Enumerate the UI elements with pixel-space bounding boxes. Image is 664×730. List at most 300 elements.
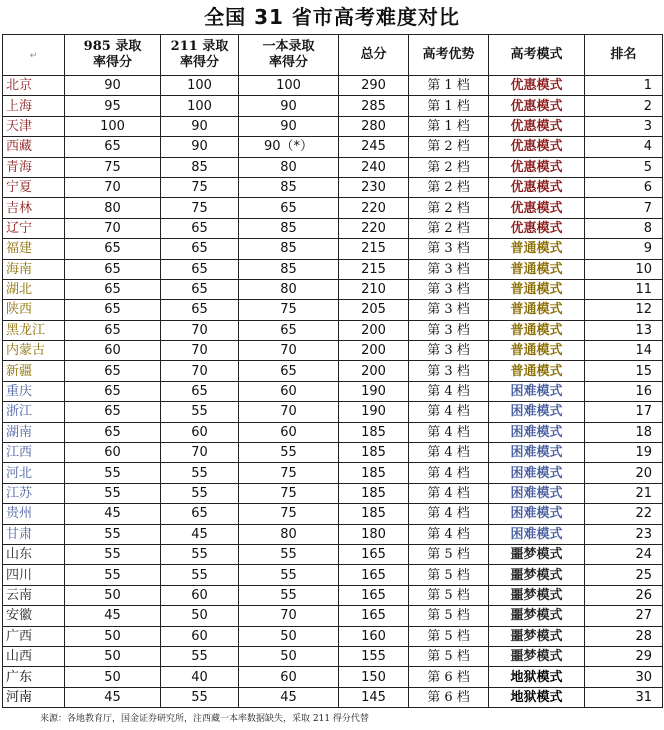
total-cell: 185 [339, 504, 409, 524]
mode-cell: 困难模式 [489, 422, 585, 442]
rank-cell: 12 [585, 300, 663, 320]
score-211-cell: 90 [161, 116, 239, 136]
rank-cell: 3 [585, 116, 663, 136]
mode-cell: 优惠模式 [489, 198, 585, 218]
score-985-cell: 65 [65, 422, 161, 442]
province-cell: 吉林 [3, 198, 65, 218]
advantage-cell: 第 2 档 [409, 198, 489, 218]
province-cell: 陕西 [3, 300, 65, 320]
score-211-cell: 100 [161, 96, 239, 116]
province-cell: 青海 [3, 157, 65, 177]
advantage-cell: 第 1 档 [409, 76, 489, 96]
score-985-cell: 55 [65, 544, 161, 564]
total-cell: 240 [339, 157, 409, 177]
mode-cell: 噩梦模式 [489, 626, 585, 646]
table-row [3, 341, 663, 361]
table-row [3, 483, 663, 503]
rank-cell: 11 [585, 279, 663, 299]
table-row [3, 524, 663, 544]
table-row [3, 381, 663, 401]
score-985-cell: 50 [65, 626, 161, 646]
advantage-cell: 第 4 档 [409, 402, 489, 422]
province-cell: 湖北 [3, 279, 65, 299]
header-text-line: 211 录取 [170, 39, 229, 54]
table-row [3, 279, 663, 299]
province-cell: 山东 [3, 544, 65, 564]
header-text-line: 总分 [360, 47, 387, 62]
score-tier1-cell: 90 [239, 96, 339, 116]
province-cell: 北京 [3, 76, 65, 96]
mode-cell: 噩梦模式 [489, 544, 585, 564]
rank-cell: 18 [585, 422, 663, 442]
score-tier1-cell: 60 [239, 381, 339, 401]
rank-cell: 26 [585, 585, 663, 605]
page-title: 全国 31 省市高考难度对比 [204, 5, 460, 29]
province-cell: 安徽 [3, 606, 65, 626]
total-cell: 210 [339, 279, 409, 299]
table-row [3, 137, 663, 157]
header-advantage [409, 35, 489, 76]
score-211-cell: 60 [161, 422, 239, 442]
header-211-score [161, 35, 239, 76]
mode-cell: 优惠模式 [489, 76, 585, 96]
table-row [3, 463, 663, 483]
header-tier1-score [239, 35, 339, 76]
score-985-cell: 65 [65, 402, 161, 422]
advantage-cell: 第 6 档 [409, 667, 489, 687]
total-cell: 190 [339, 381, 409, 401]
score-985-cell: 65 [65, 239, 161, 259]
mode-cell: 噩梦模式 [489, 565, 585, 585]
total-cell: 215 [339, 259, 409, 279]
advantage-cell: 第 5 档 [409, 626, 489, 646]
score-tier1-cell: 55 [239, 443, 339, 463]
score-985-cell: 50 [65, 667, 161, 687]
province-cell: 湖南 [3, 422, 65, 442]
score-tier1-cell: 85 [239, 218, 339, 238]
table-header-row [3, 35, 663, 76]
total-cell: 220 [339, 198, 409, 218]
province-cell: 海南 [3, 259, 65, 279]
score-211-cell: 100 [161, 76, 239, 96]
table-row [3, 585, 663, 605]
advantage-cell: 第 5 档 [409, 585, 489, 605]
rank-cell: 29 [585, 646, 663, 666]
advantage-cell: 第 5 档 [409, 606, 489, 626]
score-tier1-cell: 85 [239, 239, 339, 259]
province-cell: 江苏 [3, 483, 65, 503]
rank-cell: 24 [585, 544, 663, 564]
total-cell: 230 [339, 177, 409, 197]
table-row [3, 402, 663, 422]
table-row [3, 544, 663, 564]
score-211-cell: 65 [161, 239, 239, 259]
mode-cell: 噩梦模式 [489, 585, 585, 605]
rank-cell: 19 [585, 443, 663, 463]
advantage-cell: 第 4 档 [409, 422, 489, 442]
score-211-cell: 65 [161, 300, 239, 320]
score-tier1-cell: 80 [239, 524, 339, 544]
score-211-cell: 65 [161, 381, 239, 401]
score-tier1-cell: 80 [239, 279, 339, 299]
table-row [3, 565, 663, 585]
mode-cell: 地狱模式 [489, 667, 585, 687]
score-tier1-cell: 60 [239, 422, 339, 442]
table-row [3, 198, 663, 218]
score-tier1-cell: 75 [239, 504, 339, 524]
total-cell: 215 [339, 239, 409, 259]
score-tier1-cell: 60 [239, 667, 339, 687]
score-985-cell: 95 [65, 96, 161, 116]
table-row [3, 177, 663, 197]
total-cell: 165 [339, 544, 409, 564]
table-row [3, 76, 663, 96]
table-row [3, 422, 663, 442]
score-985-cell: 65 [65, 137, 161, 157]
mode-cell: 困难模式 [489, 504, 585, 524]
score-tier1-cell: 70 [239, 402, 339, 422]
ranking-table [2, 34, 663, 708]
score-985-cell: 55 [65, 565, 161, 585]
total-cell: 185 [339, 422, 409, 442]
province-cell: 黑龙江 [3, 320, 65, 340]
header-rank [585, 35, 663, 76]
score-985-cell: 45 [65, 687, 161, 707]
score-985-cell: 60 [65, 443, 161, 463]
score-tier1-cell: 45 [239, 687, 339, 707]
score-tier1-cell: 80 [239, 157, 339, 177]
score-tier1-cell: 65 [239, 361, 339, 381]
rank-cell: 31 [585, 687, 663, 707]
province-cell: 四川 [3, 565, 65, 585]
advantage-cell: 第 2 档 [409, 218, 489, 238]
mode-cell: 优惠模式 [489, 116, 585, 136]
rank-cell: 15 [585, 361, 663, 381]
score-211-cell: 50 [161, 606, 239, 626]
rank-cell: 23 [585, 524, 663, 544]
province-cell: 上海 [3, 96, 65, 116]
score-985-cell: 45 [65, 504, 161, 524]
rank-cell: 2 [585, 96, 663, 116]
province-cell: 福建 [3, 239, 65, 259]
mode-cell: 困难模式 [489, 402, 585, 422]
total-cell: 165 [339, 606, 409, 626]
advantage-cell: 第 4 档 [409, 443, 489, 463]
score-985-cell: 65 [65, 279, 161, 299]
header-text-line: 高考模式 [510, 47, 563, 62]
province-cell: 甘肃 [3, 524, 65, 544]
mode-cell: 优惠模式 [489, 137, 585, 157]
advantage-cell: 第 2 档 [409, 137, 489, 157]
score-tier1-cell: 75 [239, 300, 339, 320]
rank-cell: 17 [585, 402, 663, 422]
total-cell: 200 [339, 361, 409, 381]
province-cell: 宁夏 [3, 177, 65, 197]
table-row [3, 259, 663, 279]
advantage-cell: 第 1 档 [409, 96, 489, 116]
rank-cell: 16 [585, 381, 663, 401]
score-tier1-cell: 85 [239, 177, 339, 197]
table-row [3, 646, 663, 666]
score-211-cell: 55 [161, 565, 239, 585]
score-985-cell: 45 [65, 606, 161, 626]
province-cell: 云南 [3, 585, 65, 605]
score-985-cell: 80 [65, 198, 161, 218]
score-tier1-cell: 90 [239, 116, 339, 136]
rank-cell: 30 [585, 667, 663, 687]
rank-cell: 25 [585, 565, 663, 585]
table-row [3, 218, 663, 238]
rank-cell: 1 [585, 76, 663, 96]
table-row [3, 626, 663, 646]
score-tier1-cell: 55 [239, 544, 339, 564]
score-tier1-cell: 65 [239, 198, 339, 218]
header-text-line: 率得分 [92, 55, 132, 70]
score-211-cell: 70 [161, 443, 239, 463]
score-tier1-cell: 55 [239, 585, 339, 605]
score-211-cell: 55 [161, 402, 239, 422]
total-cell: 155 [339, 646, 409, 666]
total-cell: 280 [339, 116, 409, 136]
total-cell: 205 [339, 300, 409, 320]
score-985-cell: 55 [65, 524, 161, 544]
province-cell: 广东 [3, 667, 65, 687]
mode-cell: 困难模式 [489, 524, 585, 544]
score-985-cell: 50 [65, 585, 161, 605]
header-text-line: 排名 [610, 47, 637, 62]
table-row [3, 300, 663, 320]
table-row [3, 361, 663, 381]
score-985-cell: 100 [65, 116, 161, 136]
table-row [3, 239, 663, 259]
total-cell: 165 [339, 565, 409, 585]
score-985-cell: 75 [65, 157, 161, 177]
header-text-line: 一本录取 [262, 39, 315, 54]
advantage-cell: 第 4 档 [409, 504, 489, 524]
header-text-line: 率得分 [179, 55, 219, 70]
table-row [3, 504, 663, 524]
total-cell: 200 [339, 320, 409, 340]
score-tier1-cell: 100 [239, 76, 339, 96]
mode-cell: 困难模式 [489, 443, 585, 463]
score-985-cell: 65 [65, 259, 161, 279]
score-985-cell: 65 [65, 300, 161, 320]
rank-cell: 5 [585, 157, 663, 177]
advantage-cell: 第 3 档 [409, 320, 489, 340]
score-tier1-cell: 75 [239, 483, 339, 503]
score-211-cell: 55 [161, 687, 239, 707]
advantage-cell: 第 3 档 [409, 361, 489, 381]
rank-cell: 27 [585, 606, 663, 626]
score-211-cell: 75 [161, 177, 239, 197]
province-cell: 河南 [3, 687, 65, 707]
rank-cell: 14 [585, 341, 663, 361]
table-row [3, 606, 663, 626]
table-row [3, 157, 663, 177]
score-211-cell: 55 [161, 544, 239, 564]
score-985-cell: 50 [65, 646, 161, 666]
advantage-cell: 第 1 档 [409, 116, 489, 136]
header-total [339, 35, 409, 76]
mode-cell: 普通模式 [489, 300, 585, 320]
total-cell: 185 [339, 483, 409, 503]
score-211-cell: 55 [161, 463, 239, 483]
score-211-cell: 75 [161, 198, 239, 218]
province-cell: 河北 [3, 463, 65, 483]
total-cell: 220 [339, 218, 409, 238]
table-row [3, 116, 663, 136]
header-province: ↵ [3, 35, 65, 76]
total-cell: 185 [339, 443, 409, 463]
total-cell: 200 [339, 341, 409, 361]
advantage-cell: 第 4 档 [409, 483, 489, 503]
score-985-cell: 90 [65, 76, 161, 96]
province-cell: 贵州 [3, 504, 65, 524]
score-211-cell: 65 [161, 218, 239, 238]
total-cell: 290 [339, 76, 409, 96]
province-cell: 广西 [3, 626, 65, 646]
total-cell: 165 [339, 585, 409, 605]
rank-cell: 7 [585, 198, 663, 218]
score-211-cell: 45 [161, 524, 239, 544]
score-985-cell: 65 [65, 320, 161, 340]
table-body [3, 76, 663, 708]
advantage-cell: 第 4 档 [409, 381, 489, 401]
rank-cell: 10 [585, 259, 663, 279]
mode-cell: 普通模式 [489, 341, 585, 361]
mode-cell: 优惠模式 [489, 218, 585, 238]
mode-cell: 普通模式 [489, 320, 585, 340]
rank-cell: 8 [585, 218, 663, 238]
advantage-cell: 第 6 档 [409, 687, 489, 707]
mode-cell: 噩梦模式 [489, 606, 585, 626]
advantage-cell: 第 3 档 [409, 300, 489, 320]
advantage-cell: 第 4 档 [409, 463, 489, 483]
score-211-cell: 70 [161, 320, 239, 340]
total-cell: 285 [339, 96, 409, 116]
advantage-cell: 第 3 档 [409, 279, 489, 299]
advantage-cell: 第 2 档 [409, 177, 489, 197]
score-tier1-cell: 50 [239, 626, 339, 646]
header-text-line: 985 录取 [83, 39, 142, 54]
score-211-cell: 65 [161, 259, 239, 279]
score-985-cell: 65 [65, 361, 161, 381]
score-985-cell: 70 [65, 218, 161, 238]
score-211-cell: 90 [161, 137, 239, 157]
mode-cell: 优惠模式 [489, 96, 585, 116]
province-cell: 新疆 [3, 361, 65, 381]
total-cell: 180 [339, 524, 409, 544]
score-211-cell: 85 [161, 157, 239, 177]
province-cell: 重庆 [3, 381, 65, 401]
total-cell: 190 [339, 402, 409, 422]
total-cell: 160 [339, 626, 409, 646]
score-tier1-cell: 50 [239, 646, 339, 666]
province-cell: 浙江 [3, 402, 65, 422]
total-cell: 185 [339, 463, 409, 483]
mode-cell: 普通模式 [489, 259, 585, 279]
score-tier1-cell: 65 [239, 320, 339, 340]
mode-cell: 困难模式 [489, 381, 585, 401]
province-cell: 江西 [3, 443, 65, 463]
score-985-cell: 55 [65, 483, 161, 503]
province-cell: 天津 [3, 116, 65, 136]
source-footnote: 来源：各地教育厅，国金证券研究所，注西藏一本率数据缺失，采取 211 得分代替 [40, 714, 369, 725]
score-985-cell: 70 [65, 177, 161, 197]
advantage-cell: 第 5 档 [409, 544, 489, 564]
rank-cell: 28 [585, 626, 663, 646]
table-row [3, 96, 663, 116]
score-tier1-cell: 90（*） [239, 137, 339, 157]
score-211-cell: 60 [161, 626, 239, 646]
total-cell: 145 [339, 687, 409, 707]
score-211-cell: 70 [161, 361, 239, 381]
province-cell: 内蒙古 [3, 341, 65, 361]
score-tier1-cell: 70 [239, 606, 339, 626]
rank-cell: 13 [585, 320, 663, 340]
score-211-cell: 60 [161, 585, 239, 605]
table-row [3, 667, 663, 687]
header-text-line: 率得分 [268, 55, 308, 70]
rank-cell: 4 [585, 137, 663, 157]
header-text-line: 高考优势 [422, 47, 475, 62]
table-row [3, 443, 663, 463]
score-tier1-cell: 70 [239, 341, 339, 361]
rank-cell: 6 [585, 177, 663, 197]
score-211-cell: 40 [161, 667, 239, 687]
mode-cell: 困难模式 [489, 483, 585, 503]
mode-cell: 困难模式 [489, 463, 585, 483]
advantage-cell: 第 2 档 [409, 157, 489, 177]
score-tier1-cell: 75 [239, 463, 339, 483]
advantage-cell: 第 5 档 [409, 646, 489, 666]
advantage-cell: 第 3 档 [409, 259, 489, 279]
score-211-cell: 55 [161, 646, 239, 666]
header-mode [489, 35, 585, 76]
rank-cell: 22 [585, 504, 663, 524]
score-211-cell: 55 [161, 483, 239, 503]
table-row [3, 687, 663, 707]
advantage-cell: 第 5 档 [409, 565, 489, 585]
score-211-cell: 65 [161, 504, 239, 524]
mode-cell: 地狱模式 [489, 687, 585, 707]
province-cell: 辽宁 [3, 218, 65, 238]
header-985-score [65, 35, 161, 76]
score-tier1-cell: 85 [239, 259, 339, 279]
score-211-cell: 70 [161, 341, 239, 361]
advantage-cell: 第 4 档 [409, 524, 489, 544]
province-cell: 西藏 [3, 137, 65, 157]
table-row [3, 320, 663, 340]
rank-cell: 9 [585, 239, 663, 259]
rank-cell: 21 [585, 483, 663, 503]
score-985-cell: 55 [65, 463, 161, 483]
mode-cell: 优惠模式 [489, 177, 585, 197]
advantage-cell: 第 3 档 [409, 239, 489, 259]
province-cell: 山西 [3, 646, 65, 666]
mode-cell: 普通模式 [489, 239, 585, 259]
score-985-cell: 65 [65, 381, 161, 401]
score-tier1-cell: 55 [239, 565, 339, 585]
total-cell: 150 [339, 667, 409, 687]
mode-cell: 普通模式 [489, 361, 585, 381]
mode-cell: 普通模式 [489, 279, 585, 299]
advantage-cell: 第 3 档 [409, 341, 489, 361]
mode-cell: 优惠模式 [489, 157, 585, 177]
mode-cell: 噩梦模式 [489, 646, 585, 666]
score-211-cell: 65 [161, 279, 239, 299]
score-985-cell: 60 [65, 341, 161, 361]
